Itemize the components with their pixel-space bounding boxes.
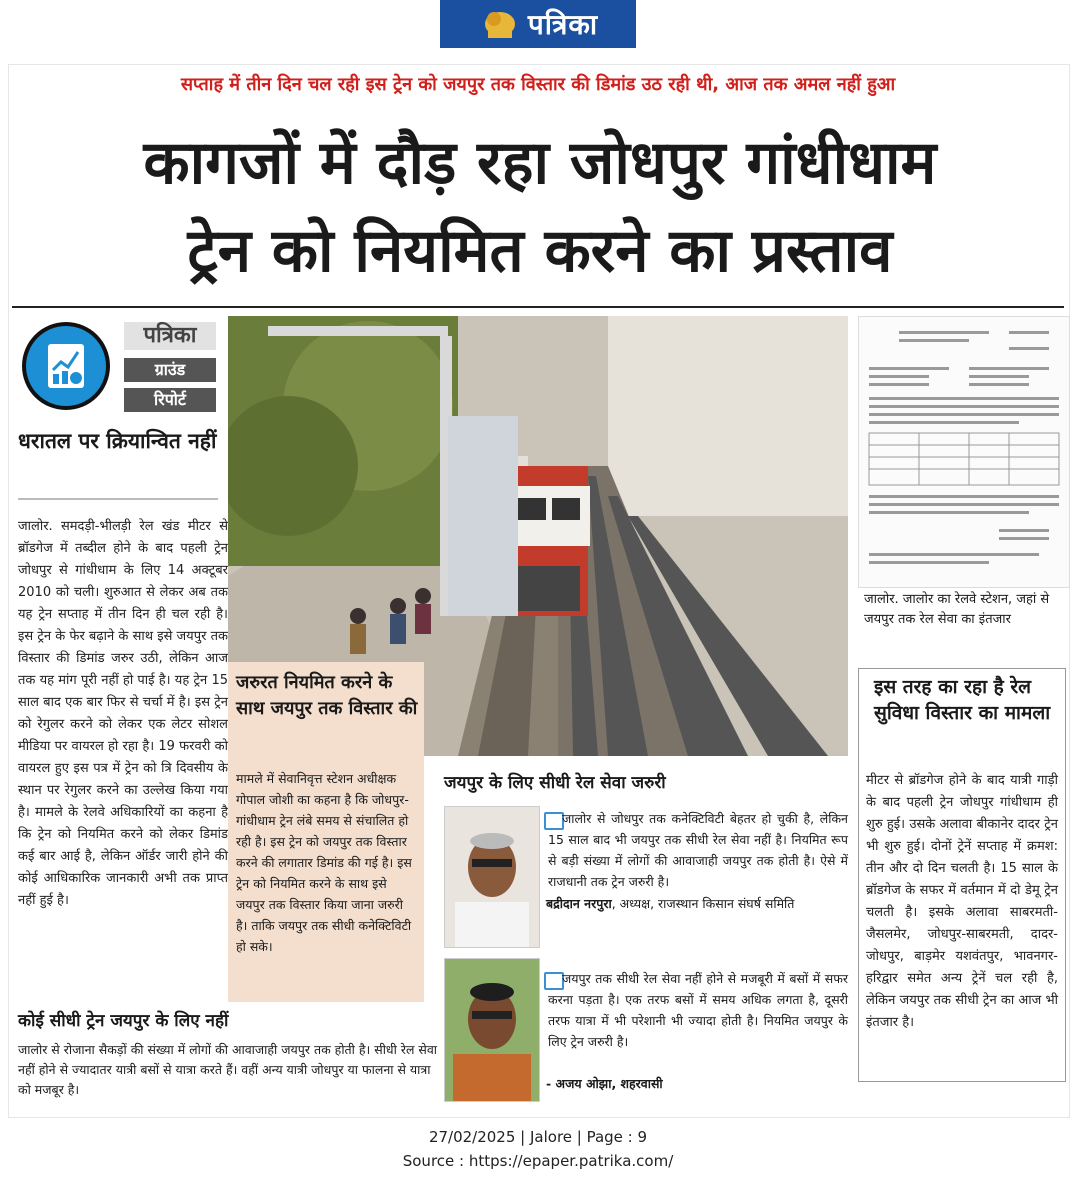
report-chart-icon	[22, 322, 110, 410]
railway-order-letter	[858, 316, 1070, 588]
kicker: सप्ताह में तीन दिन चल रही इस ट्रेन को जयपुर तक विस्तार की डिमांड उठ रही थी, आज तक अमल नहीं हुआ	[180, 74, 896, 95]
quote-author-name: बद्रीदान नरपुरा	[546, 896, 612, 911]
divider	[18, 498, 218, 500]
masthead-title: पत्रिका	[527, 8, 599, 41]
lion-emblem-icon	[478, 4, 522, 44]
quote-author	[546, 894, 852, 913]
ground-report-label: रिपोर्ट	[124, 388, 216, 412]
lead-text: जालोर. समदड़ी-भीलड़ी रेल खंड मीटर से ब्रॉडगेज में तब्दील होने के बाद पहली ट्रेन जोधपुर से गांधीधाम के लिए 14 अक्टूबर 2010 को चली। शुरुआत से लेकर अब तक यह ट्रेन सप्ताह में तीन दिन ही चल रही है। इस ट्रेन के फेर बढ़ाने के साथ इसे जयपुर तक विस्तार की डिमांड जरुर उठी, लेकिन आज तक यह मांग पूरी नहीं हो पाई है। यह ट्रेन 15 साल बाद एक बार फिर से चर्चा में है। इस ट्रेन को रेगुलर करने को लेकर एक लेटर सोशल मीडिया पर वायरल हो रहा है। 19 फरवरी को वायरल हुए इस पत्र में ट्रेन को त्रि दिवसीय के स्थान पर रेगुलर करने का उल्लेख किया गया है। मामले के रेलवे अधिकारियों का कहना है कि ट्रेन को नियमित करने को लेकर डिमांड कई बार आई है, लेकिन ऑर्डर जारी होने की कोई आधिकारिक जानकारी अभी तक प्राप्त नहीं हुई है।	[18, 519, 228, 908]
photo-caption: जालोर. जालोर का रेलवे स्टेशन, जहां से जयपुर तक रेल सेवा का इंतजार	[864, 592, 1050, 627]
ground-report-label: ग्राउंड	[124, 358, 216, 382]
info-box-title: इस तरह का रहा है रेल सुविधा विस्तार का मामला	[874, 676, 1051, 724]
quote-author-name: - अजय ओझा, शहरवासी	[546, 1076, 663, 1091]
divider	[12, 306, 1064, 308]
ground-report-brand: पत्रिका	[124, 322, 216, 350]
quote-text: जालोर से जोधपुर तक कनेक्टिविटी बेहतर हो चुकी है, लेकिन 15 साल बाद भी जयपुर तक सीधी रेल सेवा नहीं है। नियमित रूप से बड़ी संख्या में लोगों की आवाजाही जयपुर तक होती है। ऐसे में राजधानी तक ट्रेन जरुरी है।	[548, 811, 848, 889]
expert-box-title: जरुरत नियमित करने के साथ जयपुर तक विस्तार की	[236, 672, 418, 719]
quote-author-role: , अध्यक्ष, राजस्थान किसान संघर्ष समिति	[611, 896, 795, 911]
person-photo	[444, 958, 540, 1102]
bottom-section-title: कोई सीधी ट्रेन जयपुर के लिए नहीं	[18, 1011, 229, 1031]
expert-box-text: मामले में सेवानिवृत्त स्टेशन अधीक्षक गोपाल जोशी का कहना है कि जोधपुर-गांधीधाम ट्रेन लंबे समय से संचालित हो रही है। इस ट्रेन को जयपुर तक विस्तार करने की लगातार डिमांड की गई है। इस ट्रेन को नियमित करने के साथ इसे जयपुर तक विस्तार किया जाना जरुरी है। ताकि जयपुर तक सीधी कनेक्टिविटी हो सके।	[236, 771, 412, 954]
masthead	[440, 0, 636, 48]
headline-line1: कागजों में दौड़ रहा जोधपुर गांधीधाम	[143, 128, 937, 198]
quotes-title: जयपुर के लिए सीधी रेल सेवा जरुरी	[444, 773, 666, 793]
footer-date: 27/02/2025 | Jalore | Page : 9	[428, 1128, 648, 1146]
quote-text: जयपुर तक सीधी रेल सेवा नहीं होने से मजबूरी में बसों में सफर करना पड़ता है। एक तरफ बसों में समय अधिक लगता है, दूसरी तरफ यात्रा में भी परेशानी भी ज्यादा होती है। नियमित जयपुर के लिए ट्रेन जरुरी है।	[548, 971, 848, 1049]
bottom-section-text: जालोर से रोजाना सैकड़ों की संख्या में लोगों की आवाजाही जयपुर तक होती है। सीधी रेल सेवा नहीं होने से ज्यादातर यात्री बसों से यात्रा करते हैं। वहीं अन्य यात्री जोधपुर या फालना से यात्रा को मजबूर है।	[18, 1042, 438, 1097]
headline-line2: ट्रेन को नियमित करने का प्रस्ताव	[187, 216, 893, 286]
info-box-text: मीटर से ब्रॉडगेज होने के बाद यात्री गाड़ी के बाद पहली ट्रेन जोधपुर गांधीधाम ही शुरु हुई। उसके अलावा बीकानेर दादर ट्रेन भी शुरु हुई। दोनों ट्रेनें सप्ताह में क्रमश: तीन और दो दिन चलती है। 15 साल के ब्रॉडगेज के सफर में वर्तमान में दो डेमू ट्रेन चलती है। इसके अलावा साबरमती-जैसलमेर, जोधपुर-साबरमती, दादर-जोधपुर, बाड़मेर यशवंतपुर, भावनगर-हरिद्वार समेत अन्य ट्रेनें चल रही है, लेकिन जयपुर तक सीधी ट्रेन का आज भी इंतजार है।	[866, 773, 1058, 1030]
person-photo	[444, 806, 540, 948]
footer-source: Source : https://epaper.patrika.com/	[402, 1152, 674, 1170]
lead-title: धरातल पर क्रियान्वित नहीं	[18, 429, 217, 453]
